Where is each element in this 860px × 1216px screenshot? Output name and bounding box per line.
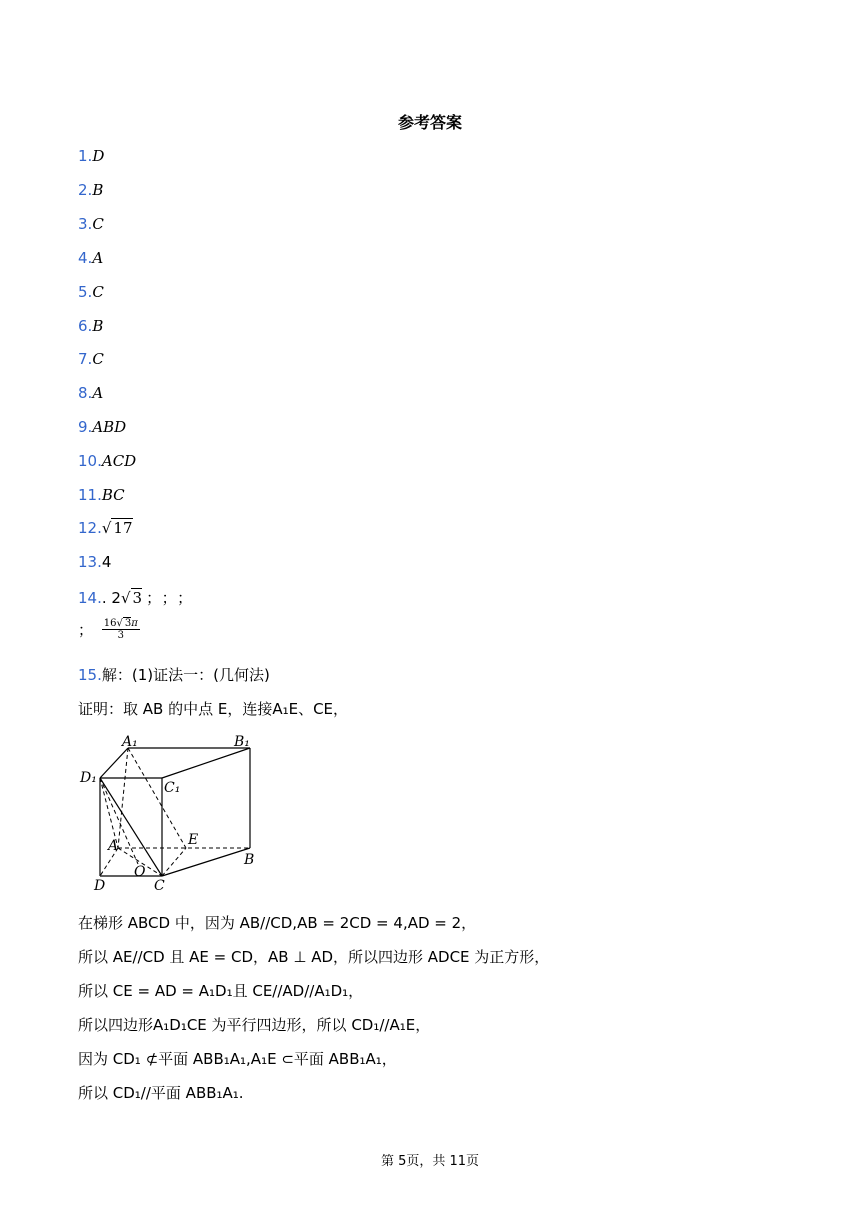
proof-intro: 证明：取 AB 的中点 E，连接A₁E、CE， — [78, 700, 349, 718]
label-D1: D₁ — [80, 770, 97, 786]
fraction: $\frac{16√ 3\pi}{3}$ — [103, 618, 138, 641]
answer-line-14: 14.. 2√ 3 ；；； — [78, 589, 201, 607]
page-footer: 第 5页，共 11页 — [380, 1154, 480, 1169]
answer-line: 6.B — [78, 317, 104, 335]
prism-figure — [78, 732, 278, 892]
proof-line: 所以 CE = AD = A₁D₁且 CE//AD//A₁D₁， — [78, 982, 364, 1000]
answer-line: 12.√ 17 — [78, 519, 133, 537]
label-A: A — [108, 838, 119, 854]
label-B1: B₁ — [234, 734, 250, 750]
answer-line: 4.A — [78, 249, 104, 267]
proof-line: 所以四边形A₁D₁CE 为平行四边形，所以 CD₁//A₁E， — [78, 1016, 431, 1034]
answer-line: 10.ACD — [78, 452, 137, 470]
answer-line: 2.B — [78, 181, 104, 199]
answer-line: 7.C — [78, 350, 104, 368]
answer-line-14-cont: ； $\frac{16√ 3\pi}{3}$ — [78, 618, 138, 641]
question-15-header: 15.解：(1)证法一：(几何法) — [78, 666, 270, 684]
label-D: D — [94, 878, 106, 892]
label-C: C — [154, 878, 165, 892]
answer-line: 13.4 — [78, 553, 112, 571]
answer-line: 11.BC — [78, 486, 125, 504]
label-O: O — [134, 864, 146, 880]
proof-line: 所以 CD₁//平面 ABB₁A₁. — [78, 1084, 244, 1102]
label-B: B — [244, 852, 255, 868]
answer-line: 9.ABD — [78, 418, 127, 436]
page-title: 参考答案 — [397, 113, 462, 132]
proof-line: 在梯形 ABCD 中，因为 AB//CD,AB = 2CD = 4,AD = 2， — [78, 914, 477, 932]
label-A1: A₁ — [122, 734, 138, 750]
proof-line: 因为 CD₁ ⊄平面 ABB₁A₁,A₁E ⊂平面 ABB₁A₁， — [78, 1050, 397, 1068]
label-E: E — [188, 832, 199, 848]
answer-line: 1.D — [78, 147, 105, 165]
proof-line: 所以 AE//CD 且 AE = CD，AB ⊥ AD，所以四边形 ADCE 为正方形， — [78, 948, 550, 966]
label-C1: C₁ — [164, 780, 181, 796]
answer-line: 5.C — [78, 283, 104, 301]
answer-line: 8.A — [78, 384, 104, 402]
answer-line: 3.C — [78, 215, 104, 233]
